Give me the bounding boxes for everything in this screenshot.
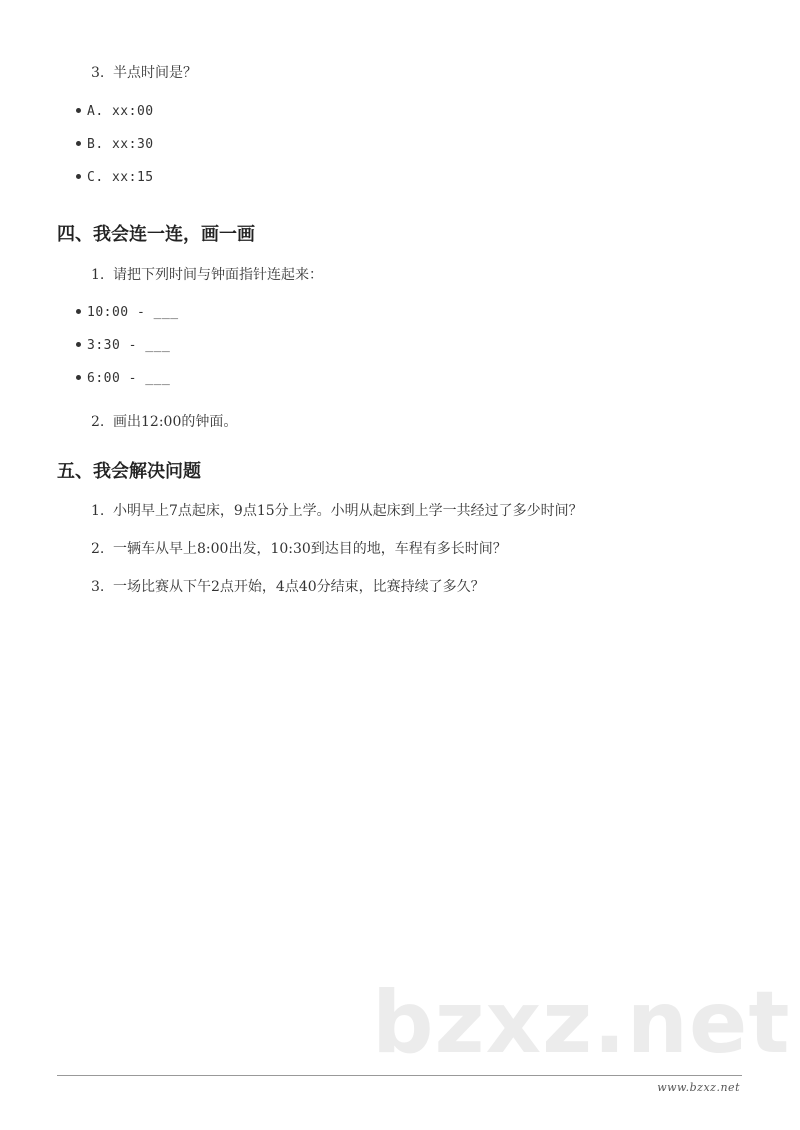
option-a — [76, 102, 154, 121]
option-text: A. xx:00 — [87, 104, 154, 119]
question-text: 一辆车从早上8:00出发，10:30到达目的地，车程有多长时间？ — [113, 541, 507, 557]
section-5-question-2 — [91, 540, 507, 558]
section-4-heading: 四、我会连一连，画一画 — [57, 224, 255, 245]
question-number: 3. — [91, 65, 105, 81]
match-text: 3:30 - ___ — [87, 338, 171, 353]
section-4-question-1 — [91, 266, 323, 284]
bullet-icon — [76, 174, 81, 179]
question-text: 小明早上7点起床，9点15分上学。小明从起床到上学一共经过了多少时间？ — [113, 503, 583, 519]
question-number: 1. — [91, 503, 105, 519]
bullet-icon — [76, 309, 81, 314]
section-5-question-1 — [91, 502, 583, 520]
section-5-question-3 — [91, 578, 485, 596]
match-item-3 — [76, 369, 170, 388]
option-text: C. xx:15 — [87, 170, 154, 185]
bullet-icon — [76, 375, 81, 380]
bullet-icon — [76, 342, 81, 347]
match-text: 6:00 - ___ — [87, 371, 171, 386]
question-text: 一场比赛从下午2点开始，4点40分结束，比赛持续了多久？ — [113, 579, 485, 595]
footer-url: www.bzxz.net — [657, 1081, 740, 1094]
question-text: 画出12:00的钟面。 — [113, 414, 238, 430]
match-item-1 — [76, 303, 179, 322]
footer-divider — [57, 1075, 742, 1076]
bullet-icon — [76, 141, 81, 146]
section-4-question-2 — [91, 413, 237, 431]
watermark: bzxz.net — [372, 973, 791, 1073]
question-number: 2. — [91, 414, 105, 430]
question-number: 1. — [91, 267, 105, 283]
bullet-icon — [76, 108, 81, 113]
question-3 — [91, 64, 197, 82]
option-b — [76, 135, 154, 154]
option-c — [76, 168, 154, 187]
question-number: 2. — [91, 541, 105, 557]
section-5-heading: 五、我会解决问题 — [57, 461, 201, 482]
question-text: 请把下列时间与钟面指针连起来： — [113, 267, 323, 283]
question-text: 半点时间是？ — [113, 65, 197, 81]
option-text: B. xx:30 — [87, 137, 154, 152]
match-item-2 — [76, 336, 170, 355]
question-number: 3. — [91, 579, 105, 595]
match-text: 10:00 - ___ — [87, 305, 179, 320]
